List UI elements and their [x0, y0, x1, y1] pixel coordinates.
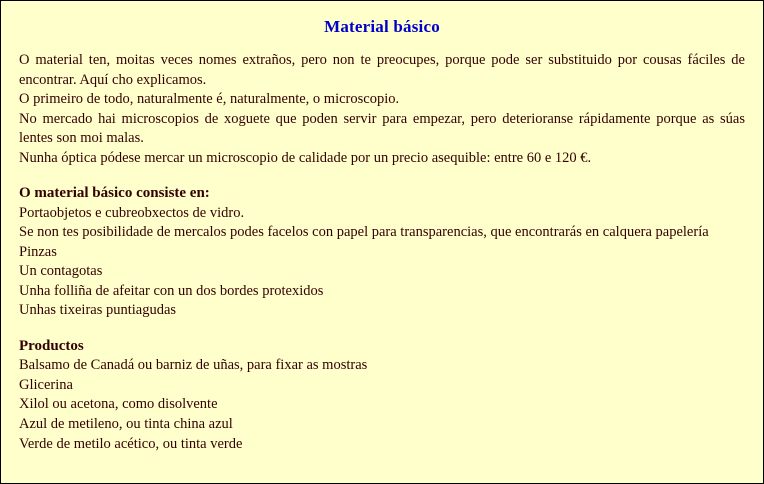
list-item: Glicerina	[19, 376, 73, 393]
list-item: Un contagotas	[19, 263, 103, 280]
intro-paragraph-1: O material ten, moitas veces nomes extraños, pero non te preocupes, porque pode ser substituido por cousas fáciles de encontrar. Aquí cho explicamos.	[19, 52, 745, 88]
section-heading-productos: Productos	[19, 338, 84, 354]
list-item: Pinzas	[19, 243, 57, 260]
section-heading-material: O material básico consiste en:	[19, 185, 210, 202]
material-list	[19, 204, 745, 321]
page-title: Material básico	[324, 17, 440, 36]
list-item: Unha folliña de afeitar con un dos bordes protexidos	[19, 282, 324, 299]
productos-list	[19, 356, 745, 454]
list-item: Azul de metileno, ou tinta china azul	[19, 415, 233, 432]
list-item: Xilol ou acetona, como disolvente	[19, 396, 218, 413]
intro-paragraph-2: O primeiro de todo, naturalmente é, naturalmente, o microscopio.	[19, 91, 400, 108]
list-item: Unhas tixeiras puntiagudas	[19, 302, 177, 319]
section-spacer-2	[19, 321, 745, 336]
section-spacer-1	[19, 168, 745, 183]
list-item: Se non tes posibilidade de mercalos podes facelos con papel para transparencias, que encontrarás en calquera papelería	[19, 224, 709, 241]
intro-paragraph-3: No mercado hai microscopios de xoguete que poden servir para empezar, pero deterioranse rápidamente porque as súas lentes son moi malas.	[19, 110, 745, 147]
list-item: Portaobjetos e cubreobxectos de vidro.	[19, 204, 245, 221]
list-item: Verde de metilo acético, ou tinta verde	[19, 435, 243, 452]
list-item: Balsamo de Canadá ou barniz de uñas, para fixar as mostras	[19, 357, 368, 374]
intro-paragraph-4: Nunha óptica pódese mercar un microscopio de calidade por un precio asequible: entre 60 e 120 €.	[19, 149, 592, 166]
